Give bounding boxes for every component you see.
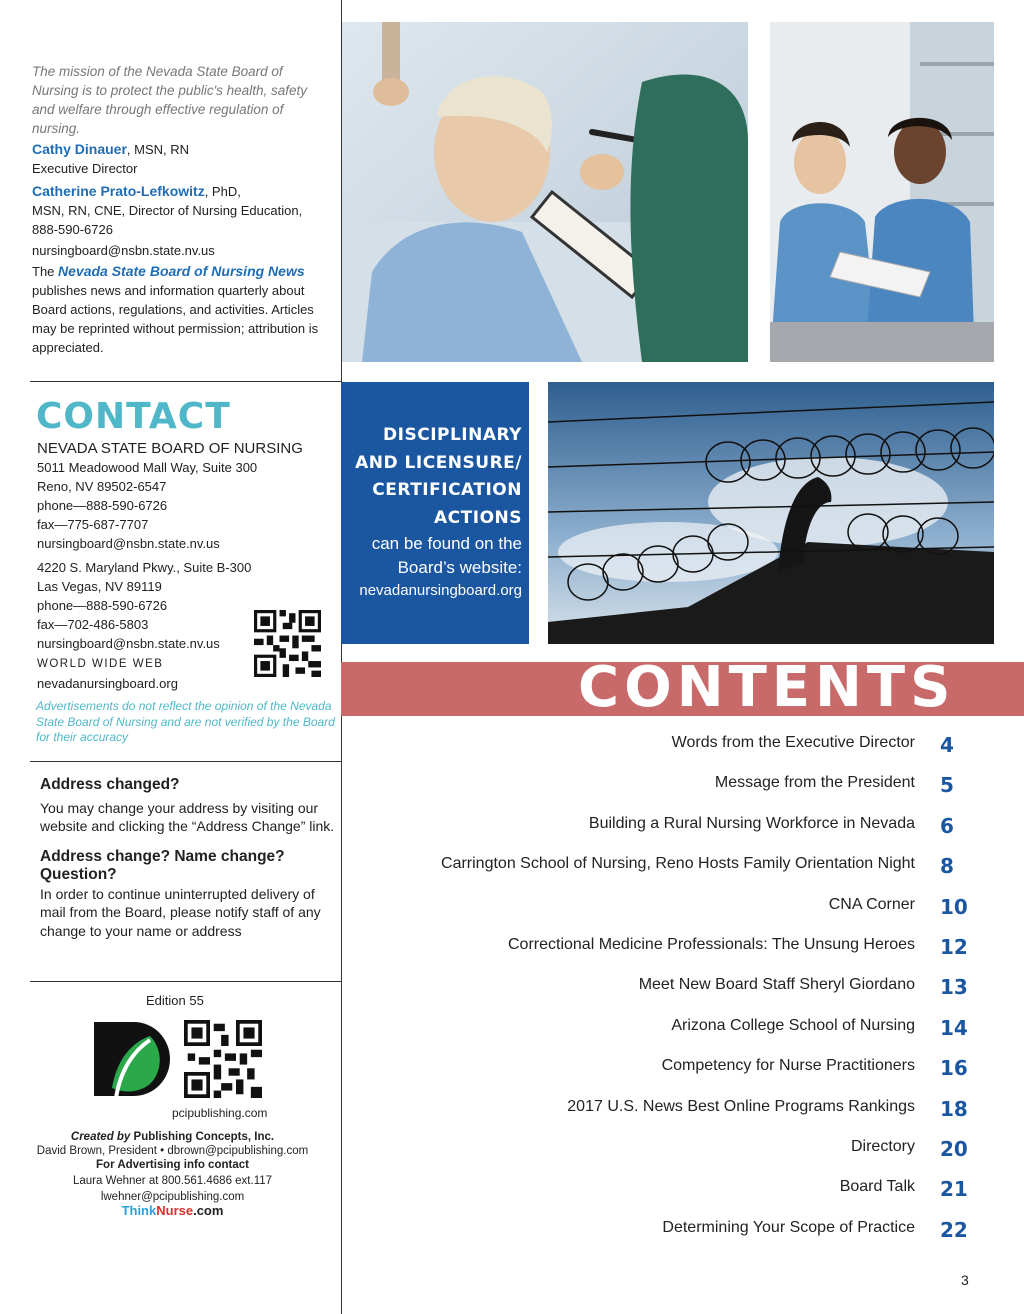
toc-item-page: 21	[940, 1177, 968, 1202]
nursing-education-director-name: Catherine Prato-Lefkowitz	[32, 183, 205, 199]
nurses-photo	[770, 22, 994, 362]
address-change-section	[40, 776, 335, 952]
toc-item-title: Carrington School of Nursing, Reno Hosts Family Orientation Night	[441, 855, 915, 873]
qr-code-icon	[254, 610, 321, 677]
toc-item-page: 8	[940, 854, 954, 879]
toc-item-title: Message from the President	[714, 774, 915, 792]
disciplinary-actions-box: DISCIPLINARY AND LICENSURE/ CERTIFICATION ACTIONS can be found on the Board’s website: nevadanursingboard.org	[341, 382, 529, 644]
toc-item-page: 5	[940, 773, 954, 798]
name-change-heading: Address change? Name change? Question?	[40, 847, 285, 883]
board-website-link[interactable]: nevadanursingboard.org	[359, 582, 522, 599]
ad-disclaimer: Advertisements do not reflect the opinion of the Nevada State Board of Nursing and are not verified by the Board for their accuracy	[36, 699, 335, 744]
toc-item[interactable]	[350, 1132, 990, 1172]
edition-label: Edition 55	[146, 993, 204, 1008]
toc-item-title: Correctional Medicine Professionals: The Unsung Heroes	[507, 935, 915, 953]
toc-item-page: 22	[940, 1217, 968, 1242]
www-label: WORLD WIDE WEB	[37, 658, 164, 670]
toc-item-title: 2017 U.S. News Best Online Programs Rankings	[567, 1097, 915, 1115]
table-of-contents	[350, 728, 990, 1253]
toc-item-title: CNA Corner	[828, 895, 915, 913]
toc-item[interactable]	[350, 768, 990, 808]
toc-item-title: Board Talk	[839, 1178, 915, 1196]
toc-item[interactable]	[350, 970, 990, 1010]
toc-item[interactable]	[350, 728, 990, 768]
toc-item[interactable]	[350, 849, 990, 889]
lv-email[interactable]: nursingboard@nsbn.state.nv.us	[37, 636, 220, 651]
toc-item-title: Directory	[850, 1137, 915, 1155]
thinknurse-link[interactable]: ThinkNurse.com	[121, 1203, 224, 1218]
toc-item-page: 20	[940, 1136, 968, 1161]
toc-item[interactable]	[350, 930, 990, 970]
toc-item-page: 6	[940, 813, 954, 838]
staff-info: Cathy Dinauer, MSN, RN Executive Director Catherine Prato-Lefkowitz, PhD, MSN, RN, CNE, Director of Nursing Education, 888-590-6726 nursingboard@nsbn.state.nv.us The Nevada State Board of Nursing News publishes news and information quarterly about Board actions, regulations, and activities. Articles may be reprinted without permission; attribution is appreciated.	[32, 140, 332, 357]
contact-block: NEVADA STATE BOARD OF NURSING 5011 Meadowood Mall Way, Suite 300 Reno, NV 89502-6547 phone—888-590-6726 fax—775-687-7707 nursingboard@nsbn.state.nv.us 4220 S. Maryland Pkwy., Suite B-300 Las Vegas, NV 89119 phone—888-590-6726 fax—702-486-5803 nursingboard@nsbn.state.nv.us WORLD WIDE WEB nevadanursingboard.org	[37, 439, 337, 693]
toc-item[interactable]	[350, 1172, 990, 1212]
name-change-text: In order to continue uninterrupted delivery of mail from the Board, please notify staff of any change to your name or address	[40, 885, 321, 939]
razor-wire-photo	[548, 382, 994, 644]
toc-item[interactable]	[350, 1092, 990, 1132]
toc-item[interactable]	[350, 890, 990, 930]
toc-item-title: Competency for Nurse Practitioners	[661, 1057, 915, 1075]
news-description: The Nevada State Board of Nursing News publishes news and information quarterly about Board actions, regulations, and activities. Articles may be reprinted without permission; attribution is appreciated.	[32, 263, 319, 355]
toc-item-title: Determining Your Scope of Practice	[662, 1218, 915, 1236]
toc-item-page: 10	[940, 894, 968, 919]
toc-item[interactable]	[350, 1051, 990, 1091]
toc-item-page: 16	[940, 1056, 968, 1081]
mission-statement: The mission of the Nevada State Board of Nursing is to protect the public's health, safety and welfare through effective regulation of nursing.	[32, 64, 307, 136]
divider	[30, 981, 341, 982]
toc-item-page: 14	[940, 1015, 968, 1040]
toc-item-page: 12	[940, 934, 968, 959]
address-changed-text: You may change your address by visiting our website and clicking the “Address Change” link.	[40, 799, 335, 834]
divider	[30, 761, 341, 762]
org-name: NEVADA STATE BOARD OF NURSING	[37, 440, 303, 457]
toc-item-title: Building a Rural Nursing Workforce in Nevada	[588, 814, 915, 832]
staff-email[interactable]: nursingboard@nsbn.state.nv.us	[32, 243, 215, 258]
toc-item[interactable]	[350, 1213, 990, 1253]
toc-item-title: Arizona College School of Nursing	[671, 1016, 915, 1034]
pci-website[interactable]: pcipublishing.com	[172, 1106, 268, 1120]
executive-director-name: Cathy Dinauer	[32, 141, 127, 157]
address-changed-heading: Address changed?	[40, 776, 180, 793]
reno-email[interactable]: nursingboard@nsbn.state.nv.us	[37, 536, 220, 551]
qr-code-icon	[184, 1020, 262, 1098]
pci-logo-icon	[90, 1018, 170, 1100]
publisher-credits: Created by Publishing Concepts, Inc. David Brown, President • dbrown@pcipublishing.com For Advertising info contact Laura Wehner at 800.561.4686 ext.117 lwehner@pcipublishing.com ThinkNurse.com	[30, 1130, 315, 1218]
toc-item[interactable]	[350, 809, 990, 849]
divider	[30, 381, 341, 382]
toc-item-page: 13	[940, 975, 968, 1000]
patient-nurse-photo	[342, 22, 748, 362]
toc-item[interactable]	[350, 1011, 990, 1051]
toc-item-page: 4	[940, 733, 954, 757]
page-number: 3	[961, 1272, 969, 1288]
contents-heading: CONTENTS	[578, 655, 956, 720]
contact-heading: CONTACT	[36, 396, 231, 437]
website-link[interactable]: nevadanursingboard.org	[37, 676, 178, 691]
toc-item-title: Meet New Board Staff Sheryl Giordano	[638, 976, 915, 994]
toc-item-title: Words from the Executive Director	[671, 734, 915, 751]
toc-item-page: 18	[940, 1096, 968, 1121]
